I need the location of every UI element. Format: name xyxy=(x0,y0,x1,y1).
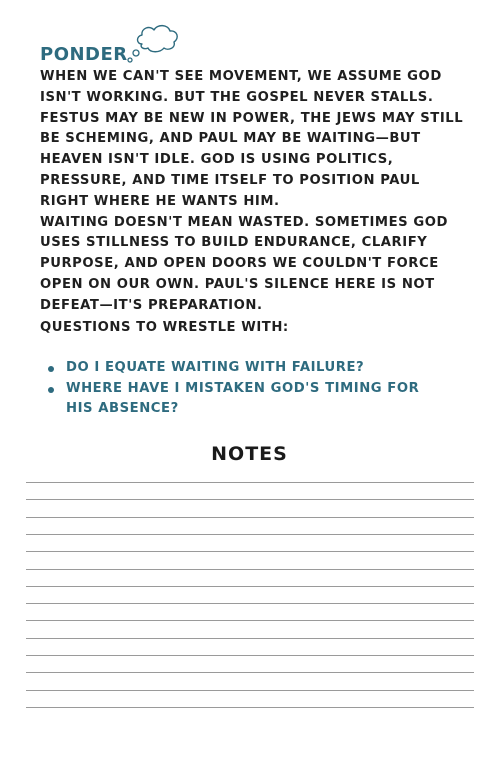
notes-title: NOTES xyxy=(211,443,288,465)
reflection-paragraph: WAITING DOESN'T MEAN WASTED. SOMETIMES GOD USES STILLNESS TO BUILD ENDURANCE, CLARIFY PURPOSE, AND OPEN DOORS WE COULDN'T FORCE OPEN ON OUR OWN. PAUL'S SILENCE HERE IS NOT DEFEAT—IT'S PREPARATION. xyxy=(40,214,448,313)
question-text: WHERE HAVE I MISTAKEN GOD'S TIMING FOR HIS ABSENCE? xyxy=(66,380,420,416)
questions-heading: QUESTIONS TO WRESTLE WITH: xyxy=(40,320,289,335)
notes-writing-line xyxy=(26,551,474,552)
notes-writing-line xyxy=(26,569,474,570)
notes-writing-line xyxy=(26,482,474,483)
notes-writing-line xyxy=(26,655,474,656)
bullet-dot-icon xyxy=(48,366,54,372)
notes-writing-line xyxy=(26,620,474,621)
notes-writing-line xyxy=(26,586,474,587)
notes-writing-line xyxy=(26,534,474,535)
bullet-dot-icon xyxy=(48,387,54,393)
ponder-header xyxy=(40,20,200,68)
notes-writing-line xyxy=(26,499,474,500)
questions-list xyxy=(46,358,446,420)
notes-writing-line xyxy=(26,603,474,604)
question-item xyxy=(46,379,446,420)
notes-writing-line xyxy=(26,707,474,708)
section-title: PONDER xyxy=(40,44,128,65)
thought-cloud-icon xyxy=(126,20,182,66)
notes-writing-line xyxy=(26,517,474,518)
question-item xyxy=(46,358,446,379)
reflection-paragraph: WHEN WE CAN'T SEE MOVEMENT, WE ASSUME GOD ISN'T WORKING. BUT THE GOSPEL NEVER STALLS. FESTUS MAY BE NEW IN POWER, THE JEWS MAY STILL BE SCHEMING, AND PAUL MAY BE WAITING—BUT HEAVEN ISN'T IDLE. GOD IS USING POLITICS, PRESSURE, AND TIME ITSELF TO POSITION PAUL RIGHT WHERE HE WANTS HIM. xyxy=(40,69,464,209)
notes-writing-line xyxy=(26,690,474,691)
question-text: DO I EQUATE WAITING WITH FAILURE? xyxy=(66,360,365,375)
notes-writing-line xyxy=(26,638,474,639)
notes-writing-line xyxy=(26,672,474,673)
reflection-body xyxy=(40,67,470,317)
